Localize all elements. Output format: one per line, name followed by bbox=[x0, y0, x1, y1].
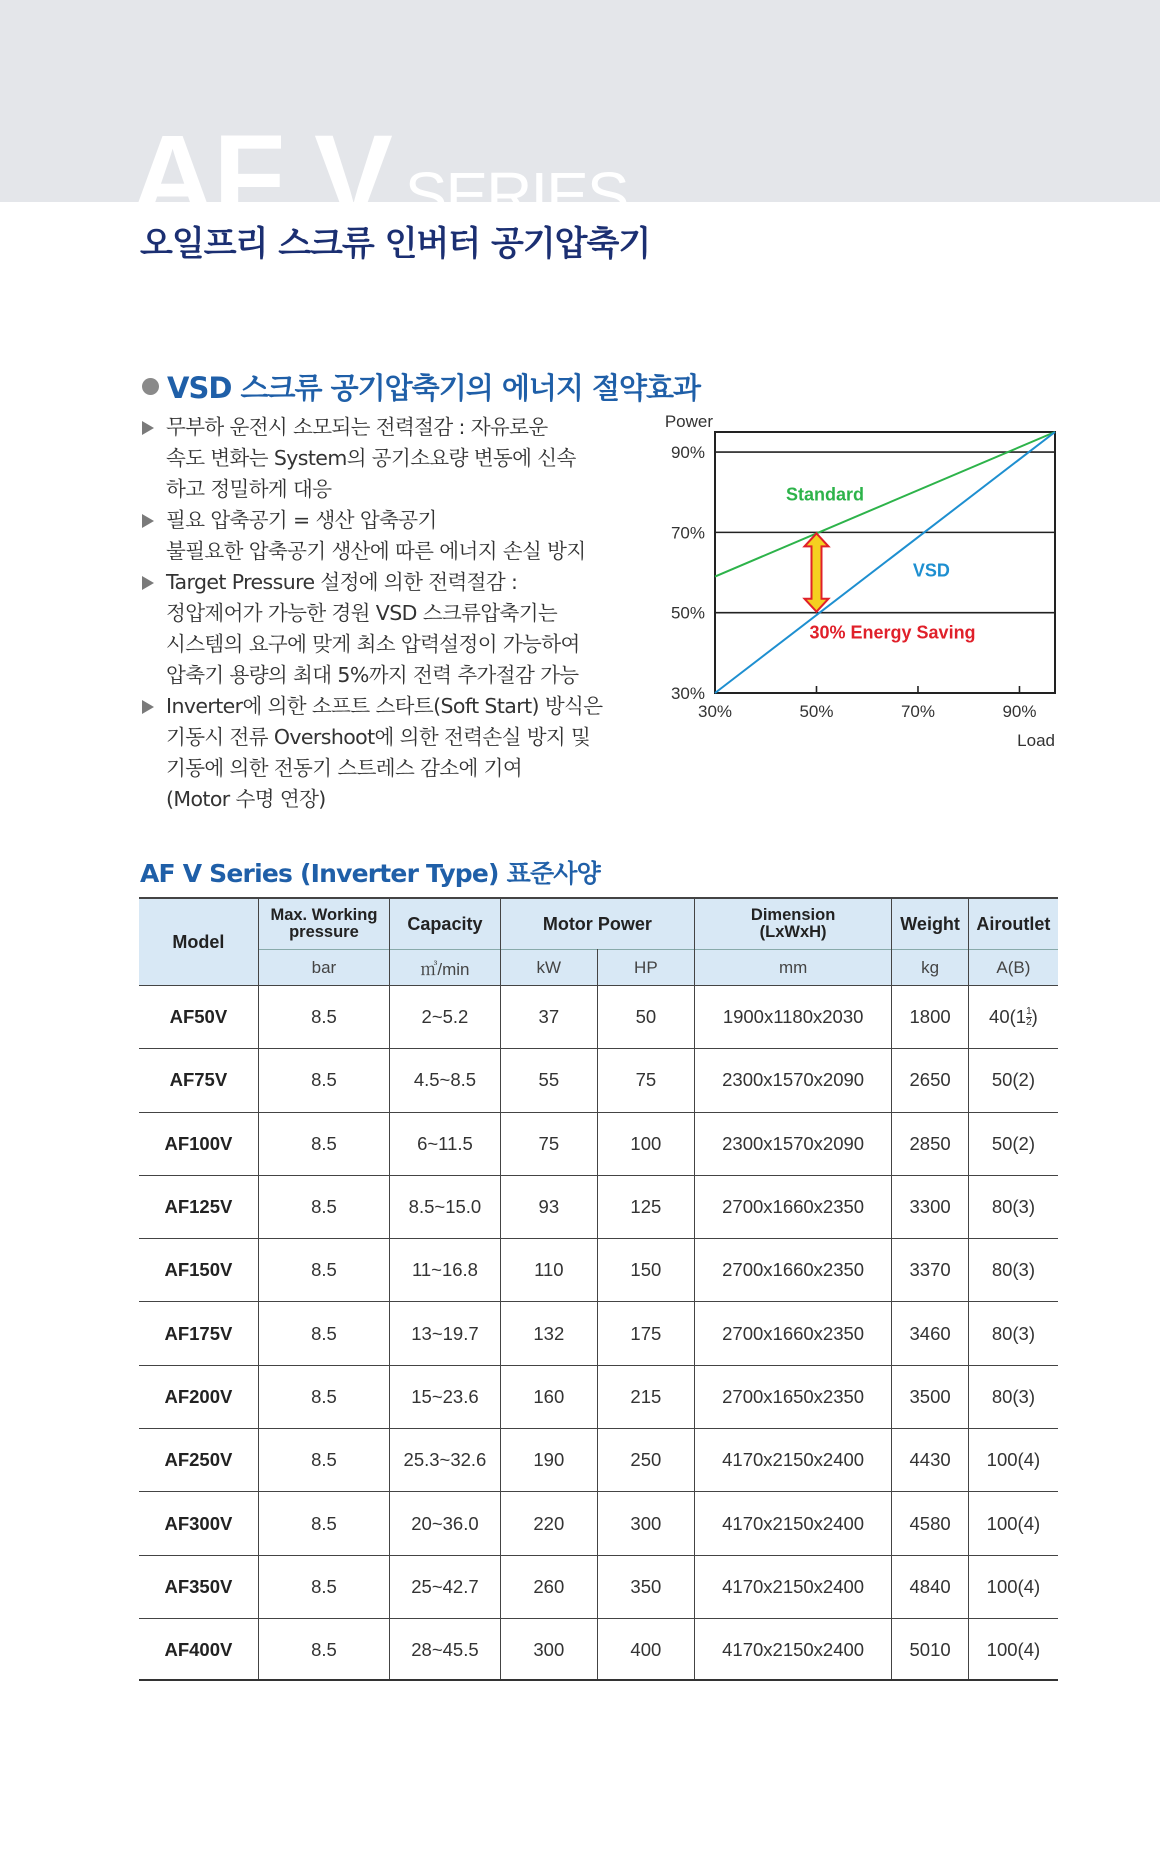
header-airoutlet: Airoutlet bbox=[968, 898, 1058, 950]
cell-kg-value: 4580 bbox=[909, 1512, 951, 1534]
y-tick-label: 90% bbox=[670, 443, 705, 463]
feature-item bbox=[142, 691, 662, 815]
cell-kg bbox=[892, 1365, 968, 1428]
cell-bar-value: 8.5 bbox=[311, 1449, 337, 1471]
cell-hp-value: 350 bbox=[630, 1575, 662, 1597]
feature-line: 불필요한 압축공기 생산에 따른 에너지 손실 방지 bbox=[166, 539, 586, 563]
feature-item bbox=[142, 567, 662, 691]
cell-capacity bbox=[390, 986, 501, 1049]
cell-model bbox=[139, 986, 258, 1049]
cell-air bbox=[968, 1302, 1058, 1365]
cell-air bbox=[968, 1492, 1058, 1555]
cell-kg-value: 5010 bbox=[909, 1639, 951, 1661]
cell-kw-value: 220 bbox=[533, 1512, 565, 1534]
cell-dim-value: 4170x2150x2400 bbox=[722, 1575, 865, 1597]
cell-bar bbox=[258, 1049, 389, 1112]
cell-kw-value: 55 bbox=[538, 1069, 560, 1091]
header-pressure bbox=[258, 898, 389, 950]
cell-kg bbox=[892, 1302, 968, 1365]
header-capacity: Capacity bbox=[390, 898, 501, 950]
cell-kg bbox=[892, 1112, 968, 1175]
cell-hp bbox=[597, 1618, 694, 1681]
feature-item bbox=[142, 505, 662, 567]
triangle-bullet-icon bbox=[142, 514, 154, 528]
cell-kw-value: 190 bbox=[533, 1449, 565, 1471]
cell-dim bbox=[694, 1049, 891, 1112]
cell-kg-value: 3300 bbox=[909, 1196, 951, 1218]
cell-capacity bbox=[390, 1049, 501, 1112]
cell-hp-value: 125 bbox=[630, 1196, 662, 1218]
triangle-bullet-icon bbox=[142, 700, 154, 714]
feature-line: (Motor 수명 연장) bbox=[166, 787, 326, 811]
feature-line: 하고 정밀하게 대응 bbox=[166, 477, 332, 501]
table-row bbox=[139, 1618, 1058, 1681]
cell-hp bbox=[597, 1555, 694, 1618]
cell-kw-value: 260 bbox=[533, 1575, 565, 1597]
energy-saving-chart bbox=[650, 410, 1070, 770]
cell-hp-value: 75 bbox=[635, 1069, 657, 1091]
feature-line: 속도 변화는 System의 공기소요량 변동에 신속 bbox=[166, 446, 576, 470]
cell-model-value: AF50V bbox=[169, 1006, 228, 1028]
cell-kg bbox=[892, 1239, 968, 1302]
unit-airoutlet: A(B) bbox=[968, 950, 1058, 986]
cell-kg bbox=[892, 1555, 968, 1618]
cell-air bbox=[968, 1239, 1058, 1302]
cell-dim bbox=[694, 1175, 891, 1238]
y-tick-label: 30% bbox=[670, 684, 705, 703]
cell-kw-value: 300 bbox=[533, 1639, 565, 1661]
spec-table bbox=[139, 897, 1058, 1681]
cell-model-value: AF150V bbox=[164, 1259, 233, 1281]
table-title: AF V Series (Inverter Type) 표준사양 bbox=[140, 859, 600, 888]
cell-kg-value: 4840 bbox=[909, 1575, 951, 1597]
cell-dim bbox=[694, 1365, 891, 1428]
cell-dim-value: 1900x1180x2030 bbox=[722, 1006, 864, 1028]
cell-bar-value: 8.5 bbox=[311, 1132, 337, 1154]
cell-kg bbox=[892, 1049, 968, 1112]
cell-hp-value: 150 bbox=[630, 1259, 662, 1281]
cell-bar bbox=[258, 1429, 389, 1492]
double-arrow-icon bbox=[804, 533, 828, 611]
feature-item bbox=[142, 412, 662, 505]
cell-hp bbox=[597, 1049, 694, 1112]
cell-capacity-value: 13~19.7 bbox=[411, 1322, 479, 1344]
cell-dim bbox=[694, 1618, 891, 1681]
unit-hp: HP bbox=[597, 950, 694, 986]
table-row bbox=[139, 1492, 1058, 1555]
cell-model bbox=[139, 1365, 258, 1428]
table-row bbox=[139, 1175, 1058, 1238]
cell-hp bbox=[597, 986, 694, 1049]
cell-hp bbox=[597, 1429, 694, 1492]
cell-hp bbox=[597, 1492, 694, 1555]
cell-dim bbox=[694, 1302, 891, 1365]
y-axis-label: Power bbox=[664, 412, 713, 431]
cell-air-value: 80(3) bbox=[991, 1385, 1036, 1407]
cell-dim bbox=[694, 1492, 891, 1555]
y-tick-label: 50% bbox=[670, 603, 705, 623]
annotation-label: 30% Energy Saving bbox=[809, 622, 976, 643]
cell-bar bbox=[258, 1175, 389, 1238]
x-tick-label: 30% bbox=[697, 702, 733, 721]
page-subtitle: 오일프리 스크류 인버터 공기압축기 bbox=[140, 224, 651, 264]
feature-line: Target Pressure 설정에 의한 전력절감 : bbox=[166, 570, 518, 594]
cell-kg-value: 1800 bbox=[909, 1006, 951, 1028]
cell-dim-value: 2700x1650x2350 bbox=[722, 1385, 865, 1407]
cell-kg-value: 3370 bbox=[909, 1259, 951, 1281]
cell-kw-value: 110 bbox=[534, 1259, 564, 1281]
x-tick-label: 70% bbox=[900, 702, 936, 721]
cell-air-value: 100(4) bbox=[986, 1639, 1041, 1661]
cell-capacity-value: 11~16.8 bbox=[411, 1259, 478, 1281]
cell-capacity-value: 4.5~8.5 bbox=[413, 1069, 477, 1091]
triangle-bullet-icon bbox=[142, 576, 154, 590]
series-label-standard: Standard bbox=[786, 484, 865, 505]
cell-dim-value: 4170x2150x2400 bbox=[722, 1639, 865, 1661]
header-pressure-text: Max. Working pressure bbox=[270, 906, 378, 941]
cell-capacity bbox=[390, 1429, 501, 1492]
cell-kw bbox=[500, 1239, 597, 1302]
cell-model-value: AF75V bbox=[169, 1069, 228, 1091]
x-tick-label: 50% bbox=[799, 702, 834, 721]
cell-kg-value: 2650 bbox=[909, 1069, 951, 1091]
series-line-standard bbox=[715, 432, 1055, 577]
cell-air bbox=[968, 986, 1058, 1049]
series-title-suffix: SERIES bbox=[404, 159, 628, 228]
cell-bar-value: 8.5 bbox=[311, 1006, 337, 1028]
cell-dim-value: 4170x2150x2400 bbox=[722, 1512, 865, 1534]
cell-air bbox=[968, 1555, 1058, 1618]
x-tick-label: 90% bbox=[1002, 702, 1037, 721]
cell-kg bbox=[892, 1618, 968, 1681]
unit-capacity: ㎥/min bbox=[390, 950, 501, 986]
cell-capacity bbox=[390, 1365, 501, 1428]
series-label-vsd: VSD bbox=[912, 560, 950, 581]
table-row bbox=[139, 1429, 1058, 1492]
series-line-vsd bbox=[715, 432, 1055, 693]
table-row bbox=[139, 1239, 1058, 1302]
cell-hp bbox=[597, 1112, 694, 1175]
cell-kw bbox=[500, 1175, 597, 1238]
cell-kw bbox=[500, 1555, 597, 1618]
cell-kw bbox=[500, 1302, 597, 1365]
cell-kg bbox=[892, 1175, 968, 1238]
cell-model bbox=[139, 1302, 258, 1365]
half-fraction-icon: $\frac{1}{2}$ bbox=[1026, 1006, 1032, 1029]
cell-capacity bbox=[390, 1302, 501, 1365]
cell-dim bbox=[694, 1112, 891, 1175]
cell-hp bbox=[597, 1302, 694, 1365]
cell-dim-value: 2300x1570x2090 bbox=[722, 1069, 865, 1091]
cell-capacity bbox=[390, 1618, 501, 1681]
unit-dimension: mm bbox=[694, 950, 891, 986]
cell-hp-value: 215 bbox=[630, 1385, 662, 1407]
cell-kg bbox=[892, 986, 968, 1049]
cell-model bbox=[139, 1429, 258, 1492]
series-title-main: AF V bbox=[130, 118, 391, 228]
cell-air-value: 100(4) bbox=[986, 1575, 1041, 1597]
cell-capacity bbox=[390, 1239, 501, 1302]
cell-bar bbox=[258, 1492, 389, 1555]
cell-air-value: 100(4) bbox=[986, 1512, 1041, 1534]
cell-capacity-value: 15~23.6 bbox=[411, 1385, 479, 1407]
feature-line: 무부하 운전시 소모되는 전력절감 : 자유로운 bbox=[166, 415, 548, 439]
cell-bar bbox=[258, 1239, 389, 1302]
cell-air-value: 80(3) bbox=[991, 1259, 1036, 1281]
cell-model bbox=[139, 1049, 258, 1112]
cell-model bbox=[139, 1239, 258, 1302]
cell-model bbox=[139, 1618, 258, 1681]
cell-dim-value: 2700x1660x2350 bbox=[722, 1259, 865, 1281]
cell-kw-value: 37 bbox=[538, 1006, 560, 1028]
bullet-dot-icon bbox=[142, 378, 159, 395]
cell-dim bbox=[694, 986, 891, 1049]
cell-kw bbox=[500, 1618, 597, 1681]
cell-hp-value: 100 bbox=[630, 1132, 662, 1154]
cell-capacity-value: 6~11.5 bbox=[417, 1132, 473, 1154]
cell-hp bbox=[597, 1365, 694, 1428]
cell-kw-value: 75 bbox=[538, 1132, 560, 1154]
header-dimension bbox=[694, 898, 891, 950]
cell-bar-value: 8.5 bbox=[311, 1512, 337, 1534]
table-row bbox=[139, 1555, 1058, 1618]
cell-model-value: AF125V bbox=[164, 1196, 233, 1218]
close-paren: ) bbox=[1031, 1005, 1038, 1027]
cell-kg-value: 3460 bbox=[909, 1322, 951, 1344]
section-heading-text: VSD 스크류 공기압축기의 에너지 절약효과 bbox=[167, 371, 701, 405]
cell-capacity-value: 2~5.2 bbox=[421, 1006, 469, 1028]
cell-bar bbox=[258, 1302, 389, 1365]
series-title bbox=[130, 118, 628, 228]
table-row bbox=[139, 1302, 1058, 1365]
cell-air bbox=[968, 1429, 1058, 1492]
cell-capacity-value: 20~36.0 bbox=[411, 1512, 479, 1534]
cell-kw bbox=[500, 1112, 597, 1175]
table-row bbox=[139, 1112, 1058, 1175]
cell-dim-value: 2700x1660x2350 bbox=[722, 1322, 865, 1344]
cell-capacity-value: 8.5~15.0 bbox=[408, 1196, 482, 1218]
cell-bar bbox=[258, 1555, 389, 1618]
cell-hp-value: 250 bbox=[630, 1449, 662, 1471]
cell-bar bbox=[258, 1365, 389, 1428]
cell-capacity-value: 25~42.7 bbox=[411, 1575, 479, 1597]
header-weight: Weight bbox=[892, 898, 968, 950]
cell-air bbox=[968, 1618, 1058, 1681]
cell-bar bbox=[258, 1112, 389, 1175]
cell-bar-value: 8.5 bbox=[311, 1196, 337, 1218]
y-tick-label: 70% bbox=[670, 523, 705, 543]
feature-line: 기동에 의한 전동기 스트레스 감소에 기여 bbox=[166, 756, 523, 780]
cell-model-value: AF200V bbox=[164, 1385, 233, 1407]
cell-hp bbox=[597, 1239, 694, 1302]
cell-model bbox=[139, 1492, 258, 1555]
cell-dim-value: 4170x2150x2400 bbox=[722, 1449, 865, 1471]
cell-model-value: AF350V bbox=[164, 1575, 233, 1597]
cell-capacity bbox=[390, 1555, 501, 1618]
header-dimension-text: Dimension (LxWxH) bbox=[750, 906, 836, 941]
cell-dim-value: 2700x1660x2350 bbox=[722, 1196, 865, 1218]
cell-kg-value: 4430 bbox=[909, 1449, 951, 1471]
unit-bar: bar bbox=[258, 950, 389, 986]
cell-dim bbox=[694, 1239, 891, 1302]
cell-capacity-value: 28~45.5 bbox=[411, 1639, 479, 1661]
cell-kw-value: 93 bbox=[538, 1196, 560, 1218]
cell-model-value: AF300V bbox=[164, 1512, 233, 1534]
cell-model-value: AF250V bbox=[164, 1449, 233, 1471]
cell-air bbox=[968, 1365, 1058, 1428]
cell-kw bbox=[500, 1429, 597, 1492]
cell-kg bbox=[892, 1492, 968, 1555]
cell-capacity-value: 25.3~32.6 bbox=[403, 1449, 487, 1471]
section-heading bbox=[142, 366, 700, 407]
cell-bar-value: 8.5 bbox=[311, 1575, 337, 1597]
cell-air-value: 40(1 bbox=[989, 1005, 1027, 1027]
cell-dim bbox=[694, 1555, 891, 1618]
table-row bbox=[139, 1049, 1058, 1112]
cell-dim-value: 2300x1570x2090 bbox=[722, 1132, 865, 1154]
cell-bar-value: 8.5 bbox=[311, 1259, 337, 1281]
feature-line: 압축기 용량의 최대 5%까지 전력 추가절감 가능 bbox=[166, 663, 579, 687]
cell-model bbox=[139, 1555, 258, 1618]
cell-hp bbox=[597, 1175, 694, 1238]
feature-line: 시스템의 요구에 맞게 최소 압력설정이 가능하여 bbox=[166, 632, 580, 656]
cell-model bbox=[139, 1175, 258, 1238]
cell-air-value: 80(3) bbox=[991, 1322, 1036, 1344]
cell-kw bbox=[500, 986, 597, 1049]
cell-bar-value: 8.5 bbox=[311, 1322, 337, 1344]
cell-bar bbox=[258, 986, 389, 1049]
cell-kw bbox=[500, 1365, 597, 1428]
cell-model-value: AF400V bbox=[164, 1639, 233, 1661]
table-row bbox=[139, 1365, 1058, 1428]
table-row bbox=[139, 986, 1058, 1049]
cell-kg-value: 2850 bbox=[909, 1132, 951, 1154]
cell-air bbox=[968, 1049, 1058, 1112]
cell-air-value: 80(3) bbox=[991, 1196, 1036, 1218]
header-model: Model bbox=[139, 898, 258, 986]
cell-model bbox=[139, 1112, 258, 1175]
cell-hp-value: 400 bbox=[630, 1639, 662, 1661]
cell-kw-value: 132 bbox=[533, 1322, 565, 1344]
cell-kw-value: 160 bbox=[533, 1385, 565, 1407]
cell-kw bbox=[500, 1492, 597, 1555]
cell-air-value: 100(4) bbox=[986, 1449, 1041, 1471]
feature-line: Inverter에 의한 소프트 스타트(Soft Start) 방식은 bbox=[166, 694, 603, 718]
unit-kw: kW bbox=[500, 950, 597, 986]
cell-kw bbox=[500, 1049, 597, 1112]
cell-bar-value: 8.5 bbox=[311, 1639, 337, 1661]
cell-capacity bbox=[390, 1112, 501, 1175]
feature-line: 기동시 전류 Overshoot에 의한 전력손실 방지 및 bbox=[166, 725, 591, 749]
cell-air bbox=[968, 1175, 1058, 1238]
header-motor-power: Motor Power bbox=[500, 898, 694, 950]
cell-hp-value: 175 bbox=[630, 1322, 662, 1344]
cell-hp-value: 300 bbox=[630, 1512, 662, 1534]
x-axis-label: Load bbox=[1017, 731, 1055, 750]
cell-air bbox=[968, 1112, 1058, 1175]
table-bottom-rule bbox=[139, 1679, 1058, 1681]
cell-bar-value: 8.5 bbox=[311, 1385, 337, 1407]
feature-line: 정압제어가 가능한 경원 VSD 스크류압축기는 bbox=[166, 601, 558, 625]
cell-model-value: AF175V bbox=[164, 1322, 233, 1344]
cell-kg bbox=[892, 1429, 968, 1492]
cell-kg-value: 3500 bbox=[909, 1385, 951, 1407]
cell-air-value: 50(2) bbox=[991, 1132, 1036, 1154]
cell-air-value: 50(2) bbox=[991, 1069, 1036, 1091]
cell-capacity bbox=[390, 1492, 501, 1555]
cell-bar-value: 8.5 bbox=[311, 1069, 337, 1091]
triangle-bullet-icon bbox=[142, 421, 154, 435]
cell-hp-value: 50 bbox=[635, 1006, 657, 1028]
cell-capacity bbox=[390, 1175, 501, 1238]
cell-model-value: AF100V bbox=[164, 1132, 233, 1154]
cell-dim bbox=[694, 1429, 891, 1492]
unit-weight: kg bbox=[892, 950, 968, 986]
feature-line: 필요 압축공기 = 생산 압축공기 bbox=[166, 508, 437, 532]
feature-list bbox=[142, 412, 662, 815]
cell-bar bbox=[258, 1618, 389, 1681]
